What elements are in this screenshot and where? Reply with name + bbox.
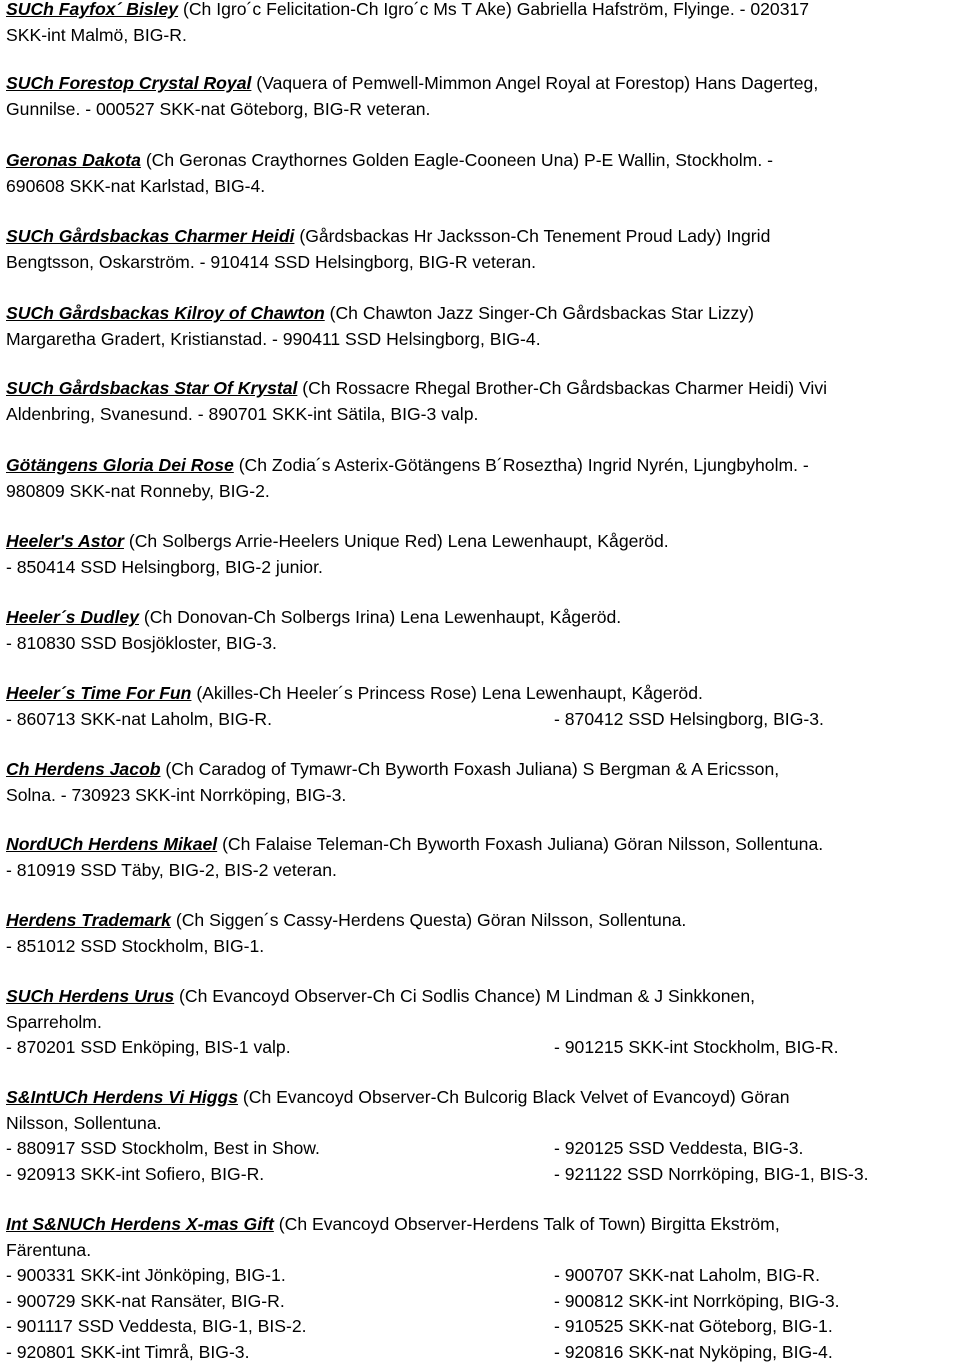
pedigree-owner-text: (Akilles-Ch Heeler´s Princess Rose) Lena Lewenhaupt, Kågeröd. <box>196 683 703 703</box>
dog-name: Heeler´s Time For Fun <box>6 683 192 703</box>
continuation-text: 980809 SKK-nat Ronneby, BIG-2. <box>6 480 270 501</box>
show-result: - 900729 SKK-nat Ransäter, BIG-R. <box>6 1290 285 1311</box>
entry-line <box>6 174 956 200</box>
result-row <box>6 1136 956 1162</box>
entry-line <box>6 71 956 97</box>
entry-line <box>6 934 956 960</box>
pedigree-owner-text: (Ch Geronas Craythornes Golden Eagle-Cooneen Una) P-E Wallin, Stockholm. - <box>145 150 773 170</box>
pedigree-owner-text: (Ch Falaise Teleman-Ch Byworth Foxash Juliana) Göran Nilsson, Sollentuna. <box>222 834 824 854</box>
entry-line <box>6 757 956 783</box>
entry-line <box>6 1111 956 1137</box>
entry-line <box>6 301 956 327</box>
continuation-text: - 810830 SSD Bosjökloster, BIG-3. <box>6 632 277 653</box>
show-result: - 921122 SSD Norrköping, BIG-1, BIS-3. <box>554 1163 869 1184</box>
show-result: - 870201 SSD Enköping, BIS-1 valp. <box>6 1037 291 1057</box>
continuation-text: Sparreholm. <box>6 1011 102 1032</box>
continuation-text: 690608 SKK-nat Karlstad, BIG-4. <box>6 175 266 196</box>
entry-line <box>6 1238 956 1264</box>
pedigree-owner-text: (Ch Rossacre Rhegal Brother-Ch Gårdsbackas Charmer Heidi) Vivi <box>302 378 828 398</box>
entry <box>6 301 956 352</box>
entry-line <box>6 832 956 858</box>
pedigree-owner-text: (Ch Chawton Jazz Singer-Ch Gårdsbackas Star Lizzy) <box>329 303 754 323</box>
dog-name: NordUCh Herdens Mikael <box>6 834 218 854</box>
continuation-text: Solna. - 730923 SKK-int Norrköping, BIG-3. <box>6 784 347 805</box>
result-row <box>6 1314 956 1340</box>
pedigree-owner-text: (Ch Zodia´s Asterix-Götängens B´Roseztha) Ingrid Nyrén, Ljungbyholm. - <box>238 455 809 475</box>
entry-line <box>6 0 956 23</box>
entry-line <box>6 224 956 250</box>
entry <box>6 832 956 883</box>
entry-line <box>6 529 956 555</box>
entry-line <box>6 605 956 631</box>
dog-name: SUCh Herdens Urus <box>6 986 175 1006</box>
entry-line <box>6 250 956 276</box>
entry-line <box>6 479 956 505</box>
result-row <box>6 1162 956 1188</box>
pedigree-owner-text: (Ch Siggen´s Cassy-Herdens Questa) Göran Nilsson, Sollentuna. <box>175 910 687 930</box>
dog-name: Heeler´s Dudley <box>6 607 139 627</box>
dog-name: Heeler's Astor <box>6 531 124 551</box>
show-result: - 910525 SKK-nat Göteborg, BIG-1. <box>554 1316 833 1336</box>
continuation-text: Bengtsson, Oskarström. - 910414 SSD Helsingborg, BIG-R veteran. <box>6 251 537 272</box>
continuation-text: - 810919 SSD Täby, BIG-2, BIS-2 veteran. <box>6 859 337 880</box>
entry-line <box>6 555 956 581</box>
entry <box>6 1212 956 1365</box>
entry-line <box>6 97 956 123</box>
entry-line <box>6 23 956 49</box>
show-result: - 900812 SKK-int Norrköping, BIG-3. <box>554 1290 840 1311</box>
result-row <box>6 707 956 733</box>
entry <box>6 453 956 504</box>
show-result: - 901215 SKK-int Stockholm, BIG-R. <box>554 1037 839 1057</box>
dog-name: SUCh Gårdsbackas Star Of Krystal <box>6 378 298 398</box>
dog-name: SUCh Gårdsbackas Kilroy of Chawton <box>6 303 325 323</box>
entry <box>6 1085 956 1187</box>
entry-line <box>6 1212 956 1238</box>
pedigree-owner-text: (Ch Donovan-Ch Solbergs Irina) Lena Lewenhaupt, Kågeröd. <box>143 607 622 627</box>
continuation-text: Aldenbring, Svanesund. - 890701 SKK-int Sätila, BIG-3 valp. <box>6 403 479 424</box>
pedigree-owner-text: (Ch Igro´c Felicitation-Ch Igro´c Ms T Ake) Gabriella Hafström, Flyinge. - 020317 <box>182 0 810 19</box>
entry-line <box>6 402 956 428</box>
dog-name: Geronas Dakota <box>6 150 141 170</box>
dog-name: Ch Herdens Jacob <box>6 759 161 779</box>
entry-line <box>6 1010 956 1036</box>
entry-line <box>6 631 956 657</box>
continuation-text: Margaretha Gradert, Kristianstad. - 990411 SSD Helsingborg, BIG-4. <box>6 328 541 349</box>
show-result: - 900707 SKK-nat Laholm, BIG-R. <box>554 1265 820 1285</box>
entry-line <box>6 681 956 707</box>
show-result: - 870412 SSD Helsingborg, BIG-3. <box>554 708 824 729</box>
continuation-text: SKK-int Malmö, BIG-R. <box>6 24 187 45</box>
result-row <box>6 1289 956 1315</box>
entry <box>6 529 956 580</box>
entry-line <box>6 908 956 934</box>
pedigree-owner-text: (Ch Evancoyd Observer-Ch Ci Sodlis Chance) M Lindman & J Sinkkonen, <box>179 986 756 1006</box>
entry <box>6 984 956 1061</box>
result-row <box>6 1340 956 1365</box>
entry-line <box>6 1085 956 1111</box>
entry <box>6 757 956 808</box>
dog-name: Int S&NUCh Herdens X-mas Gift <box>6 1214 274 1234</box>
entry-line <box>6 984 956 1010</box>
dog-name: Herdens Trademark <box>6 910 171 930</box>
continuation-text: - 850414 SSD Helsingborg, BIG-2 junior. <box>6 556 323 577</box>
show-result: - 860713 SKK-nat Laholm, BIG-R. <box>6 708 272 729</box>
dog-name: S&IntUCh Herdens Vi Higgs <box>6 1087 239 1107</box>
entry-line <box>6 453 956 479</box>
entry <box>6 605 956 656</box>
continuation-text: Nilsson, Sollentuna. <box>6 1112 162 1133</box>
show-result: - 920816 SKK-nat Nyköping, BIG-4. <box>554 1341 833 1362</box>
entry-line <box>6 783 956 809</box>
dog-name: Götängens Gloria Dei Rose <box>6 455 234 475</box>
show-result: - 900331 SKK-int Jönköping, BIG-1. <box>6 1265 286 1285</box>
result-row <box>6 1035 956 1061</box>
entry <box>6 908 956 959</box>
pedigree-owner-text: (Ch Solbergs Arrie-Heelers Unique Red) Lena Lewenhaupt, Kågeröd. <box>128 531 669 551</box>
continuation-text: Färentuna. <box>6 1239 92 1260</box>
entry-line <box>6 327 956 353</box>
entry-line <box>6 858 956 884</box>
dog-name: SUCh Fayfox´ Bisley <box>6 0 179 19</box>
result-row <box>6 1263 956 1289</box>
pedigree-owner-text: (Vaquera of Pemwell-Mimmon Angel Royal at Forestop) Hans Dagerteg, <box>256 73 819 93</box>
entry-line <box>6 148 956 174</box>
continuation-text: - 851012 SSD Stockholm, BIG-1. <box>6 935 265 956</box>
show-result: - 920913 SKK-int Sofiero, BIG-R. <box>6 1163 265 1184</box>
pedigree-owner-text: (Ch Evancoyd Observer-Herdens Talk of Town) Birgitta Ekström, <box>278 1214 780 1234</box>
entry <box>6 681 956 732</box>
show-result: - 901117 SSD Veddesta, BIG-1, BIS-2. <box>6 1316 307 1336</box>
entry <box>6 148 956 199</box>
pedigree-owner-text: (Gårdsbackas Hr Jacksson-Ch Tenement Proud Lady) Ingrid <box>299 226 771 246</box>
dog-name: SUCh Gårdsbackas Charmer Heidi <box>6 226 295 246</box>
pedigree-owner-text: (Ch Evancoyd Observer-Ch Bulcorig Black Velvet of Evancoyd) Göran <box>242 1087 790 1107</box>
show-result: - 920801 SKK-int Timrå, BIG-3. <box>6 1341 250 1362</box>
show-result: - 920125 SSD Veddesta, BIG-3. <box>554 1138 804 1158</box>
entry <box>6 376 956 427</box>
pedigree-owner-text: (Ch Caradog of Tymawr-Ch Byworth Foxash Juliana) S Bergman & A Ericsson, <box>165 759 780 779</box>
show-result: - 880917 SSD Stockholm, Best in Show. <box>6 1138 320 1158</box>
continuation-text: Gunnilse. - 000527 SKK-nat Göteborg, BIG-R veteran. <box>6 98 431 119</box>
dog-name: SUCh Forestop Crystal Royal <box>6 73 252 93</box>
entry-line <box>6 376 956 402</box>
entry <box>6 0 956 48</box>
entry <box>6 71 956 122</box>
entry <box>6 224 956 275</box>
